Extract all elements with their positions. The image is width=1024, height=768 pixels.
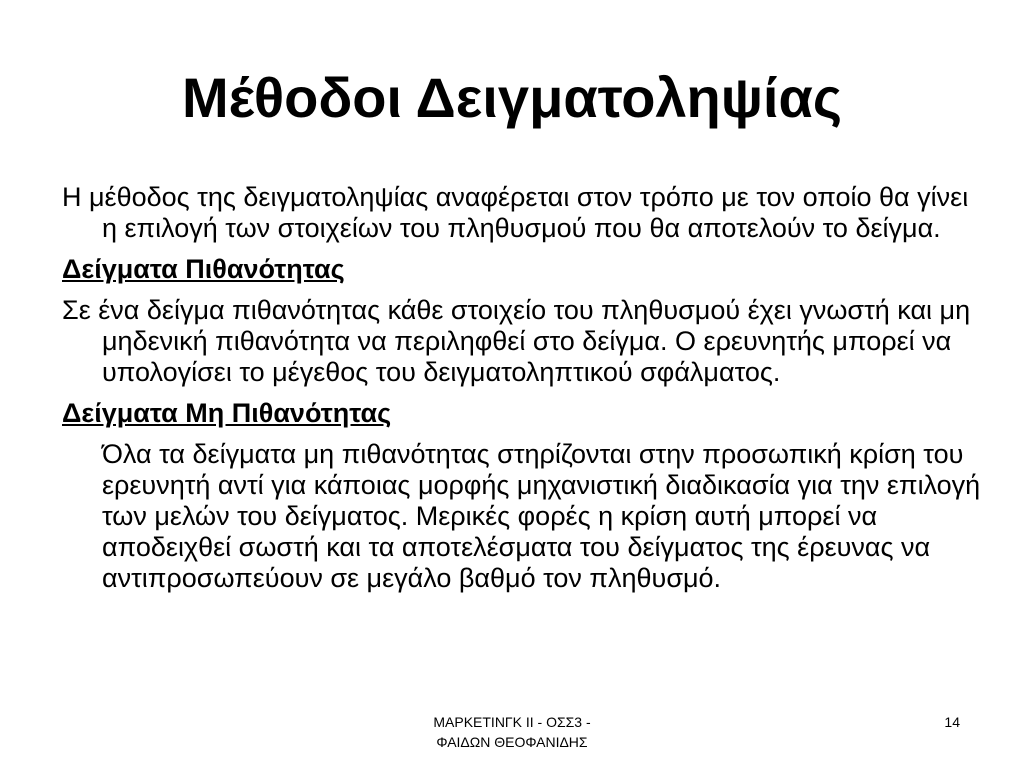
slide-body [62,182,982,594]
footer-line-2: ΦΑΙΔΩΝ ΘΕΟΦΑΝΙΔΗΣ [436,734,588,750]
page-number: 14 [944,714,960,730]
section-heading-probability: Δείγματα Πιθανότητας [62,254,345,284]
footer-line-1: ΜΑΡΚΕΤΙΝΓΚ ΙΙ - ΟΣΣ3 - [433,714,591,730]
intro-paragraph: Η μέθοδος της δειγματοληψίας αναφέρεται στον τρόπο με τον οποίο θα γίνει η επιλογή των στοιχείων του πληθυσμού που θα αποτελούν το δείγμα. [62,182,969,243]
slide-title: Μέθοδοι Δειγματοληψίας [181,66,843,129]
section-heading-non-probability: Δείγματα Μη Πιθανότητας [62,398,392,428]
section-text-non-probability: Όλα τα δείγματα μη πιθανότητας στηρίζονται στην προσωπική κρίση του ερευνητή αντί για κάποιας μορφής μηχανιστική διαδικασία για την επιλογή των μελών του δείγματος. Μερικές φορές η κρίση αυτή μπορεί να αποδειχθεί σωστή και τα αποτελέσματα του δείγματος της έρευνας να αντιπροσωπεύουν σε μεγάλο βαθμό τον πληθυσμό. [102,439,981,593]
section-text-probability: Σε ένα δείγμα πιθανότητας κάθε στοιχείο του πληθυσμού έχει γνωστή και μη μηδενική πιθανότητα να περιληφθεί στο δείγμα. Ο ερευνητής μπορεί να υπολογίσει το μέγεθος του δειγματοληπτικού σφάλματος. [62,295,971,387]
footer-caption [380,712,644,752]
